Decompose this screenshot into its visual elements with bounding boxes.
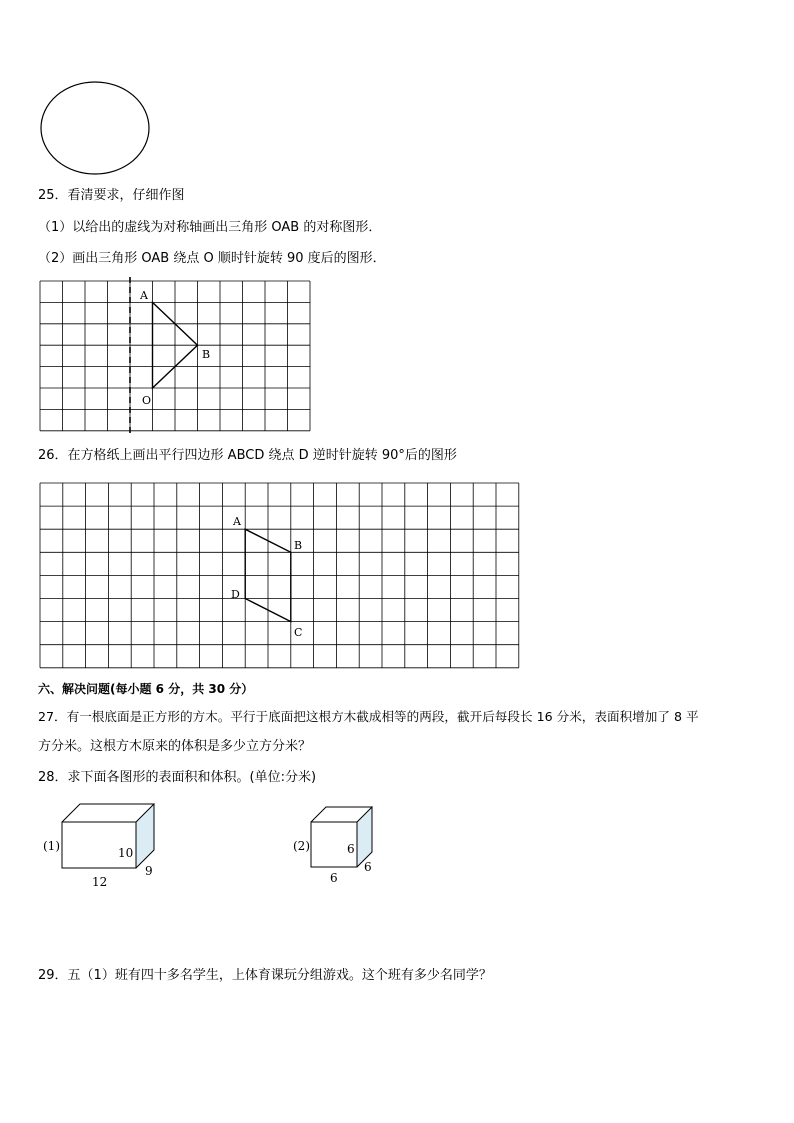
fig1-width-label: 9 (145, 864, 153, 878)
q28-title: 28．求下面各图形的表面积和体积。(单位:分米) (38, 770, 317, 785)
q29-text: 29．五（1）班有四十多名学生，上体育课玩分组游戏。这个班有多少名同学？ (38, 968, 492, 983)
q25-label-a: A (140, 289, 148, 302)
cube2-side-face (357, 807, 372, 867)
fig1-length-label: 12 (92, 875, 108, 889)
q25-label-o: O (142, 394, 152, 407)
q27-line1: 27．有一根底面是正方形的方木。平行于底面把这根方木截成相等的两段，截开后每段长 16 分米，表面积增加了 8 平 (38, 709, 699, 724)
section6-heading: 六、解决问题(每小题 6 分，共 30 分） (38, 682, 254, 696)
cube-figure-2 (311, 807, 372, 867)
q26-label-d: D (231, 588, 240, 601)
fig1-label: (1) (43, 839, 60, 853)
q26-label-c: C (294, 626, 303, 639)
q25-title: 25．看清要求，仔细作图 (38, 188, 185, 203)
q26-label-b: B (294, 539, 303, 552)
fig2-label: (2) (293, 839, 310, 853)
fig1-height-label: 10 (118, 846, 134, 860)
q27-line2: 方分米。这根方木原来的体积是多少立方分米？ (38, 739, 312, 754)
cuboid-figure-1 (62, 804, 154, 868)
q25-part1: （1）以给出的虚线为对称轴画出三角形 OAB 的对称图形． (38, 220, 382, 235)
q25-part2: （2）画出三角形 OAB 绕点 O 顺时针旋转 90 度后的图形． (38, 251, 386, 266)
q26-title: 26．在方格纸上画出平行四边形 ABCD 绕点 D 逆时针旋转 90°后的图形 (38, 448, 457, 463)
q26-label-a: A (233, 515, 241, 528)
fig2-width-label: 6 (364, 860, 372, 874)
fig2-length-label: 6 (330, 871, 338, 885)
q25-label-b: B (202, 348, 211, 361)
fig2-height-label: 6 (347, 842, 355, 856)
